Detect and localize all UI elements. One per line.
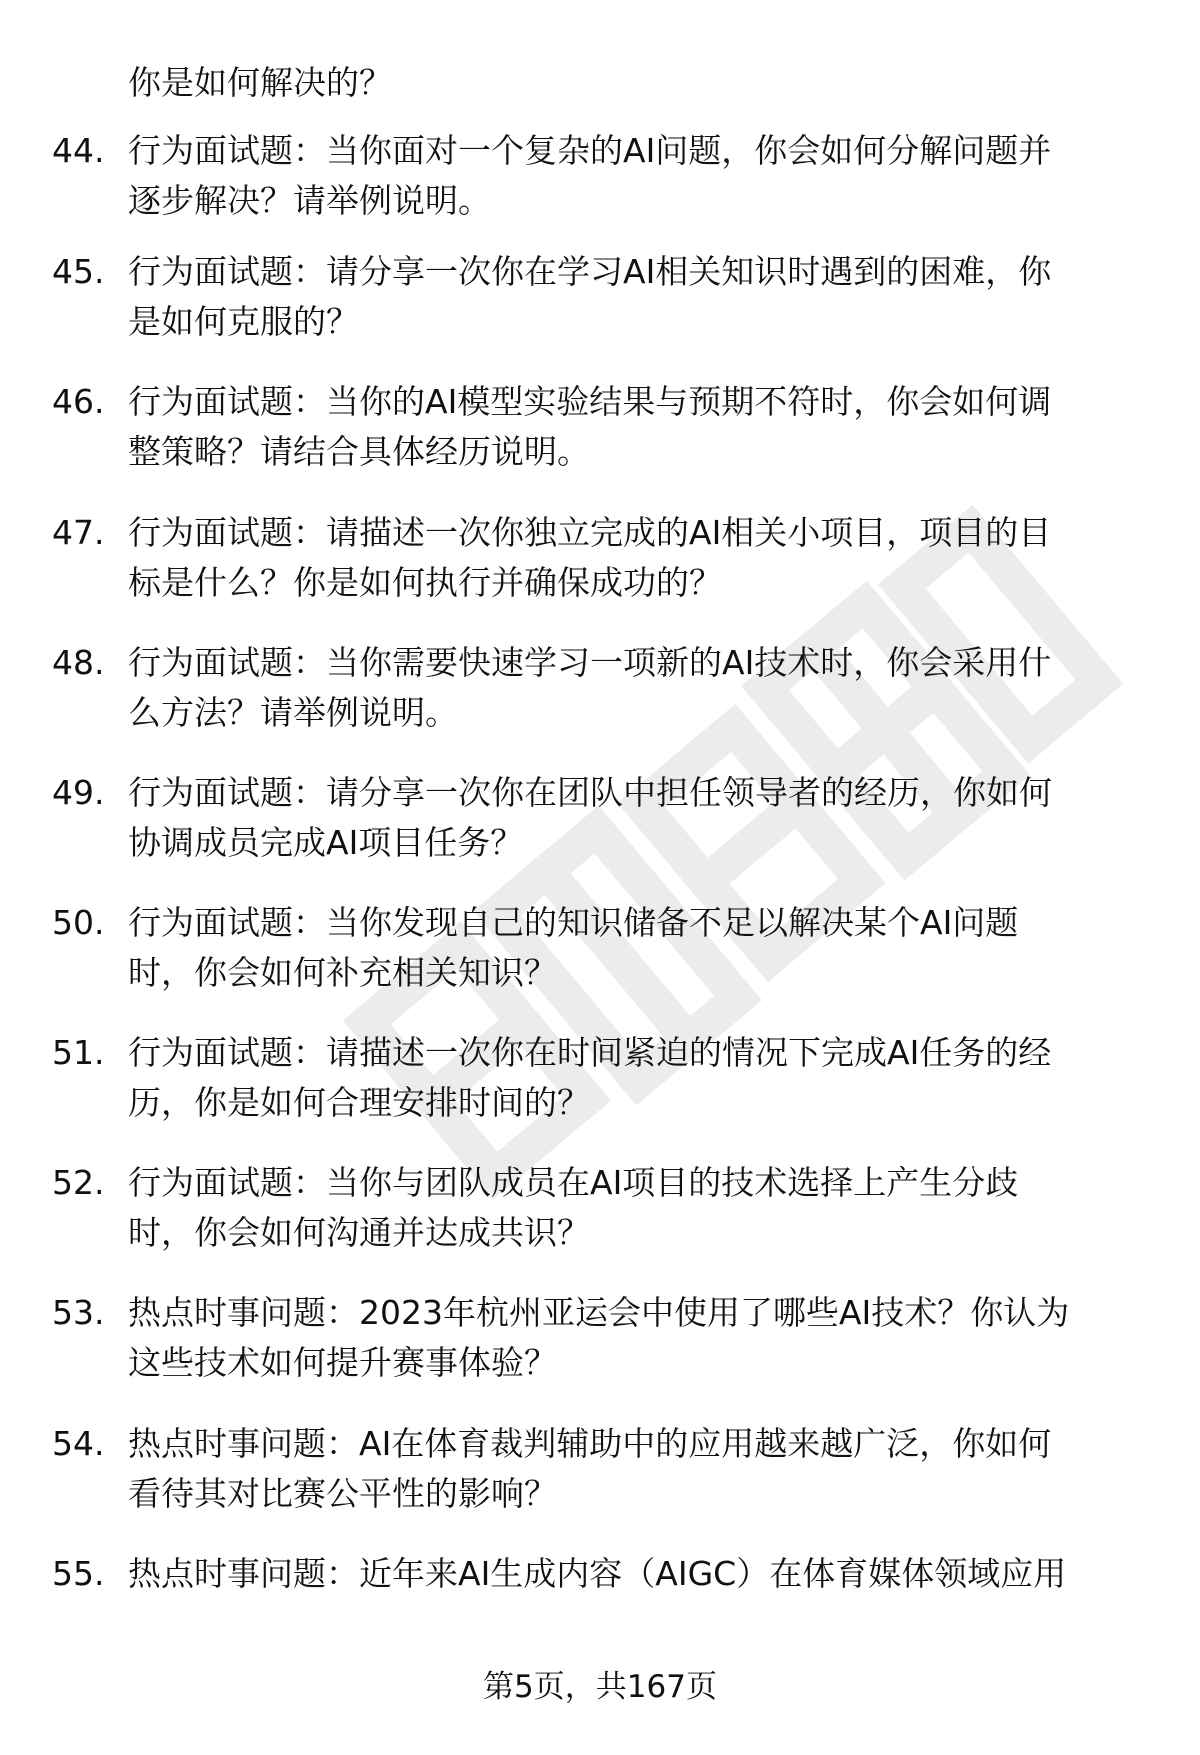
item-text-line: 标是什么？你是如何执行并确保成功的？ xyxy=(128,563,722,602)
item-text-line: 行为面试题：当你的AI模型实验结果与预期不符时，你会如何调 xyxy=(128,382,1052,421)
item-text-line: 热点时事问题：AI在体育裁判辅助中的应用越来越广泛，你如何 xyxy=(128,1424,1052,1463)
item-text-line: 历，你是如何合理安排时间的？ xyxy=(128,1083,590,1122)
item-text-line: 行为面试题：当你与团队成员在AI项目的技术选择上产生分歧 xyxy=(128,1163,1019,1202)
item-number: 49. xyxy=(52,773,105,812)
item-text-line: 么方法？请举例说明。 xyxy=(128,693,458,732)
item-number: 46. xyxy=(52,382,105,421)
item-text-line: 行为面试题：当你需要快速学习一项新的AI技术时，你会采用什 xyxy=(128,643,1052,682)
item-number: 55. xyxy=(52,1554,105,1593)
item-text-line: 协调成员完成AI项目任务？ xyxy=(128,823,524,862)
item-text-line: 看待其对比赛公平性的影响？ xyxy=(128,1474,557,1513)
item-number: 52. xyxy=(52,1163,105,1202)
item-text-line: 行为面试题：请描述一次你独立完成的AI相关小项目，项目的目 xyxy=(128,513,1052,552)
item-text-line: 行为面试题：当你面对一个复杂的AI问题，你会如何分解问题并 xyxy=(128,131,1052,170)
item-text-line: 是如何克服的？ xyxy=(128,302,359,341)
item-text-line: 行为面试题：请分享一次你在学习AI相关知识时遇到的困难，你 xyxy=(128,252,1052,291)
item-number: 54. xyxy=(52,1424,105,1463)
item-number: 50. xyxy=(52,903,105,942)
item-text-line: 行为面试题：当你发现自己的知识储备不足以解决某个AI问题 xyxy=(128,903,1019,942)
item-number: 45. xyxy=(52,252,105,291)
continued-question-text: 你是如何解决的？ xyxy=(128,63,392,102)
item-number: 44. xyxy=(52,131,105,170)
item-text-line: 时，你会如何补充相关知识？ xyxy=(128,953,557,992)
item-text-line: 时，你会如何沟通并达成共识？ xyxy=(128,1213,590,1252)
item-number: 48. xyxy=(52,643,105,682)
item-text-line: 热点时事问题：近年来AI生成内容（AIGC）在体育媒体领域应用 xyxy=(128,1554,1067,1593)
item-text-line: 逐步解决？请举例说明。 xyxy=(128,181,491,220)
item-text-line: 行为面试题：请描述一次你在时间紧迫的情况下完成AI任务的经 xyxy=(128,1033,1052,1072)
item-text-line: 这些技术如何提升赛事体验？ xyxy=(128,1343,557,1382)
item-text-line: 行为面试题：请分享一次你在团队中担任领导者的经历，你如何 xyxy=(128,773,1052,812)
page-number-footer: 第5页，共167页 xyxy=(483,1669,717,1705)
item-number: 53. xyxy=(52,1293,105,1332)
item-number: 47. xyxy=(52,513,105,552)
item-number: 51. xyxy=(52,1033,105,1072)
item-text-line: 热点时事问题：2023年杭州亚运会中使用了哪些AI技术？你认为 xyxy=(128,1293,1070,1332)
item-text-line: 整策略？请结合具体经历说明。 xyxy=(128,432,590,471)
